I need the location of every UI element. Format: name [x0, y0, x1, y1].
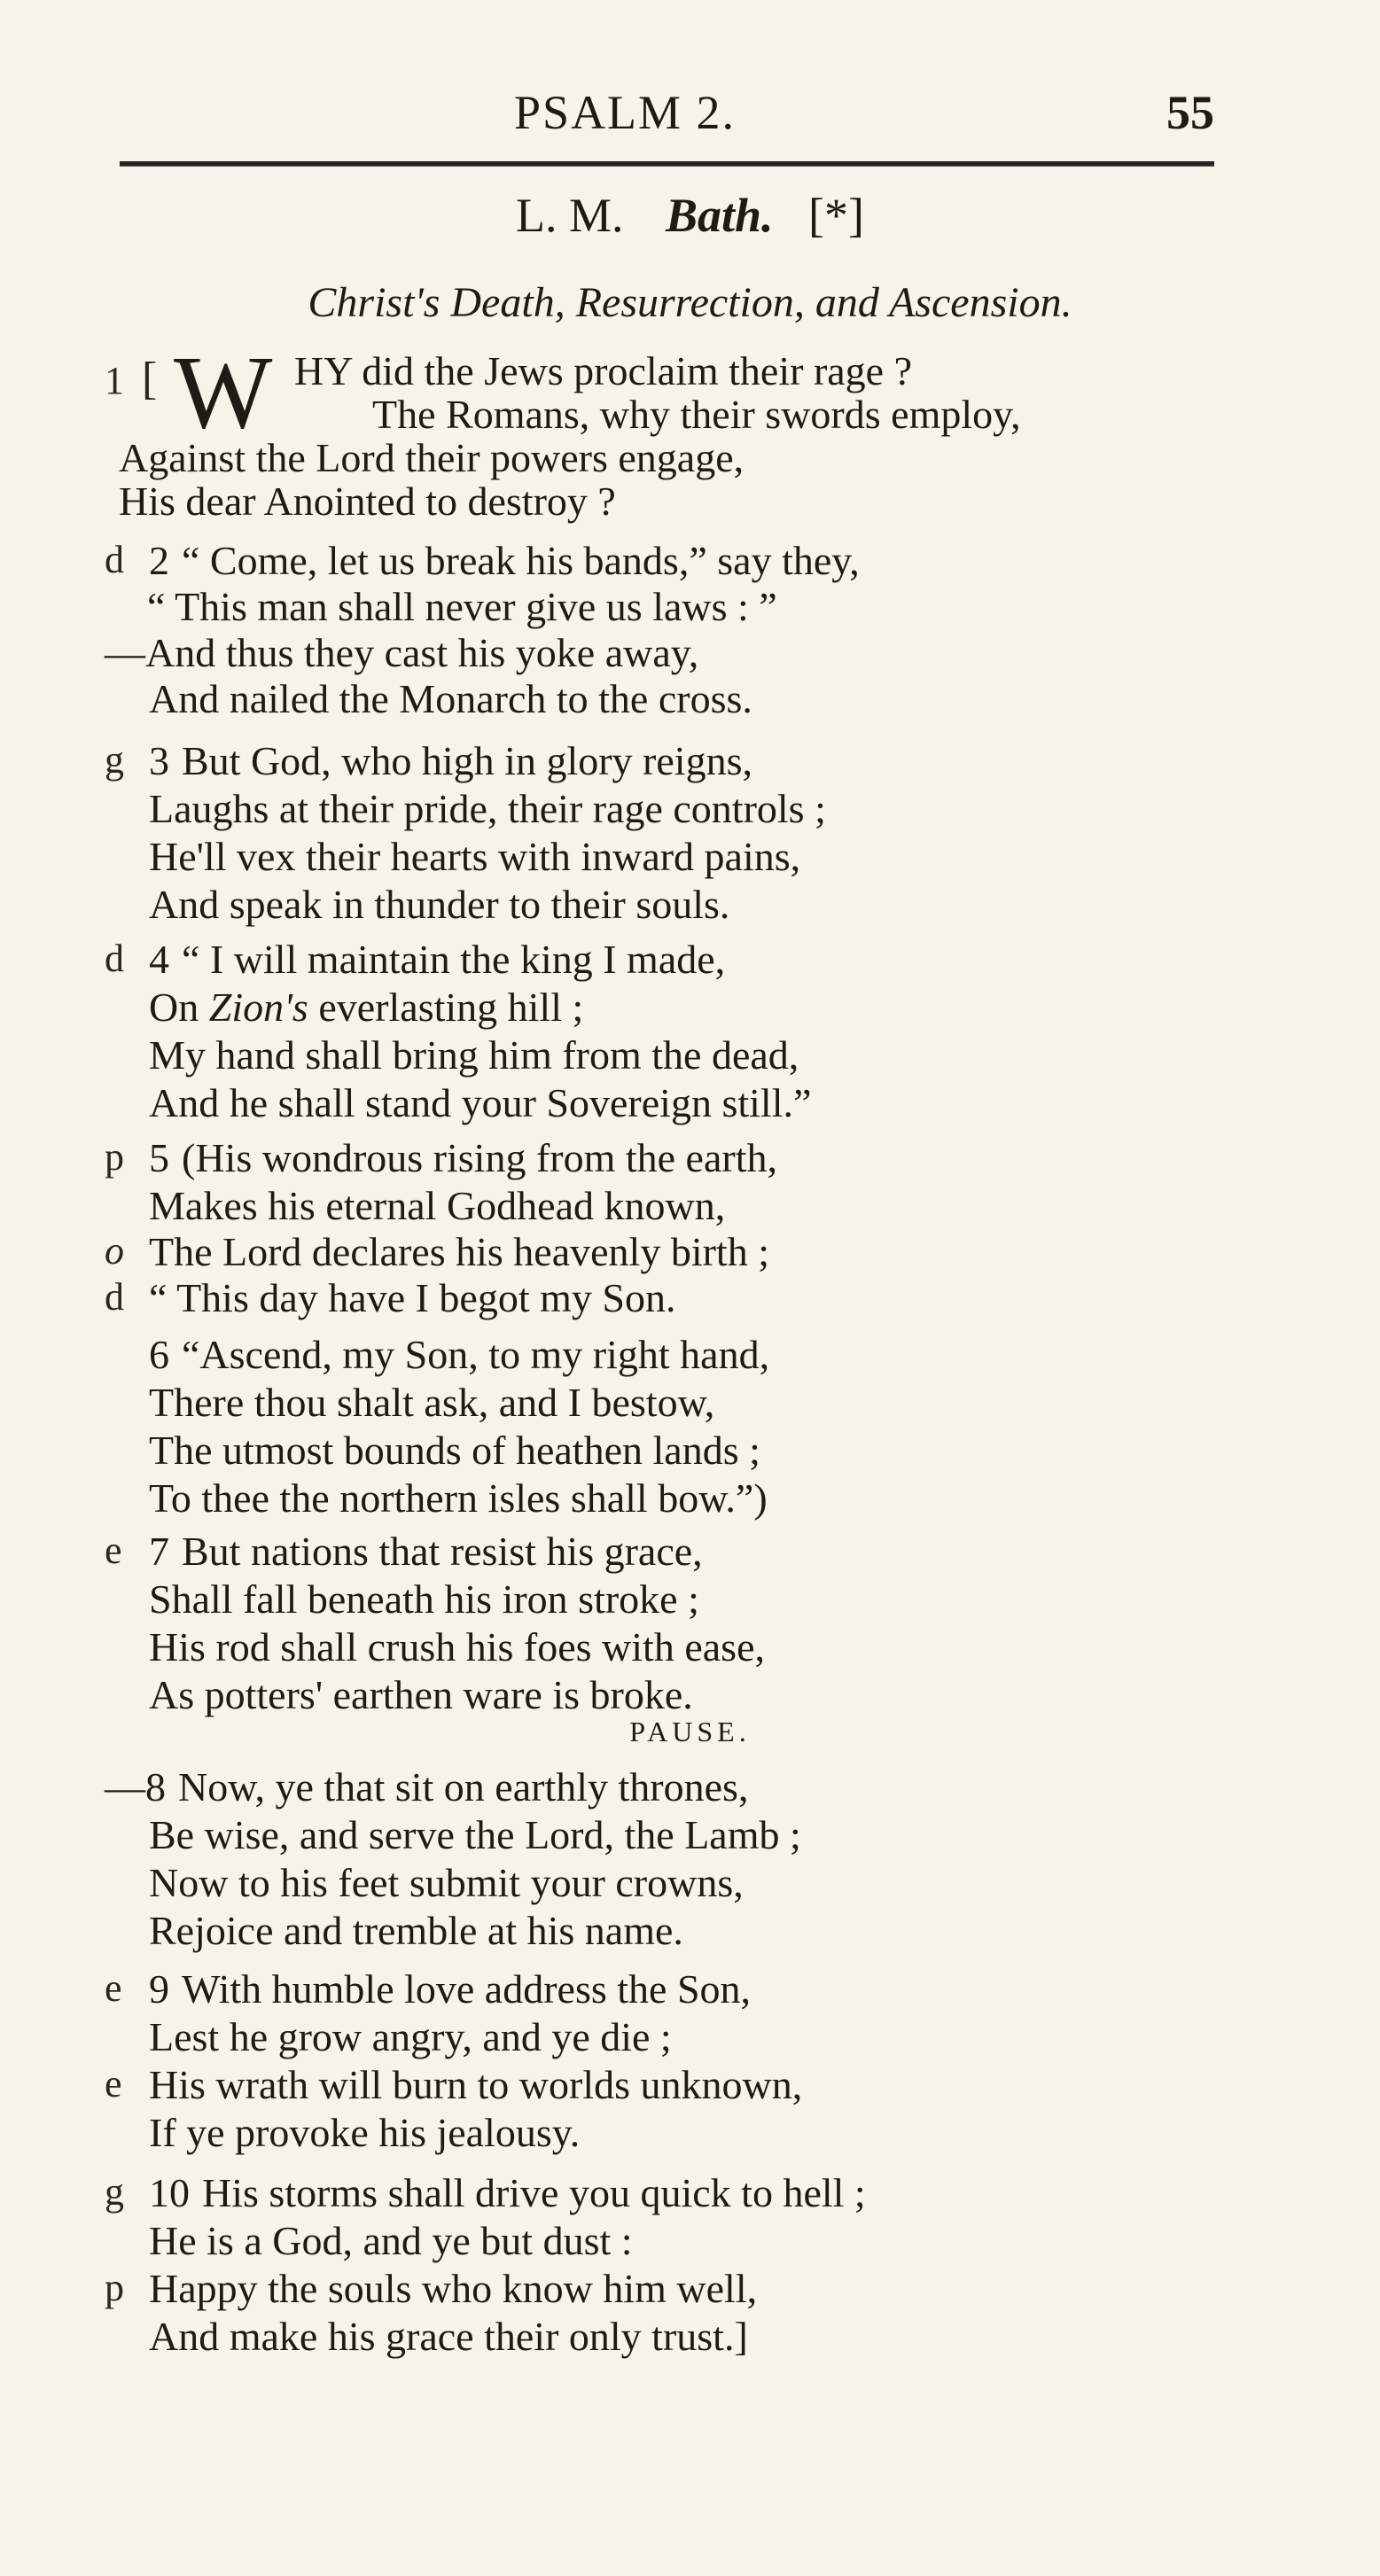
verse-line: Against the Lord their powers engage, [119, 435, 745, 480]
verse-line: Rejoice and tremble at his name. [149, 1908, 683, 1953]
dynamic-mark: o [105, 1229, 124, 1272]
verse-line: His dear Anointed to destroy ? [119, 479, 616, 524]
verse-line: Laughs at their pride, their rage controls ; [149, 786, 826, 831]
verse-line: Shall fall beneath his iron stroke ; [149, 1576, 699, 1622]
verse-line: His storms shall drive you quick to hell ; [202, 2170, 866, 2215]
dynamic-mark: g [105, 2170, 124, 2214]
verse-line: Be wise, and serve the Lord, the Lamb ; [149, 1812, 801, 1857]
verse-number: —8 [105, 1764, 166, 1809]
verse-line: HY did the Jews proclaim their rage ? [294, 348, 913, 393]
verse-line-part: On [149, 984, 209, 1030]
verse-number: 3 [149, 738, 169, 783]
running-title: PSALM 2. [514, 86, 737, 139]
verse-line: Lest he grow angry, and ye die ; [149, 2014, 672, 2059]
verse-line: “ This man shall never give us laws : ” [147, 584, 777, 629]
page-number: 55 [1166, 86, 1214, 139]
verse-line: Now to his feet submit your crowns, [149, 1860, 744, 1905]
verse-line: The Romans, why their swords employ, [372, 392, 1021, 437]
dynamic-mark: g [105, 738, 124, 782]
verse-line-italic: Zion's [208, 984, 308, 1030]
dynamic-mark: e [105, 2062, 122, 2105]
verse-line: “ Come, let us break his bands,” say they, [182, 538, 860, 583]
verse-line: And speak in thunder to their souls. [149, 882, 730, 927]
dynamic-mark: d [105, 1275, 124, 1319]
verse-line: If ye provoke his jealousy. [149, 2110, 581, 2155]
verse-line: His rod shall crush his foes with ease, [149, 1624, 765, 1669]
verse-line: To thee the northern isles shall bow.”) [149, 1475, 768, 1521]
verse-line: “ This day have I begot my Son. [149, 1275, 676, 1320]
bracket: [ [142, 354, 158, 404]
verse-line: My hand shall bring him from the dead, [149, 1032, 799, 1078]
verse-line [149, 984, 584, 1030]
verse-number: 4 [149, 937, 169, 982]
verse-line: Now, ye that sit on earthly thrones, [178, 1764, 749, 1809]
verse-number: 9 [149, 1966, 169, 2012]
pause-label: PAUSE. [629, 1716, 751, 1747]
verse-line: But nations that resist his grace, [182, 1529, 703, 1574]
verse-line: With humble love address the Son, [182, 1966, 752, 2012]
verse-line: But God, who high in glory reigns, [182, 738, 752, 783]
header-rule [120, 161, 1214, 167]
verse-line: And make his grace their only trust.] [149, 2314, 748, 2359]
verse-line: He'll vex their hearts with inward pains, [149, 834, 801, 879]
verse-line: The Lord declares his heavenly birth ; [149, 1229, 769, 1274]
tune-mark: [*] [808, 189, 865, 242]
page-header [115, 85, 1214, 147]
verse-line: There thou shalt ask, and I bestow, [149, 1380, 715, 1425]
tune-meter: L. M. [515, 189, 624, 242]
dynamic-mark: p [105, 2266, 124, 2309]
verse-number: 5 [149, 1135, 169, 1180]
tune-name: Bath. [665, 189, 774, 242]
verse-line: His wrath will burn to worlds unknown, [149, 2062, 803, 2107]
verse-line: (His wondrous rising from the earth, [182, 1135, 777, 1180]
dynamic-mark: e [105, 1966, 122, 2010]
dynamic-mark: p [105, 1135, 124, 1179]
verse-number: 2 [149, 538, 169, 583]
verse-number: 6 [149, 1332, 169, 1377]
dynamic-mark: e [105, 1529, 122, 1572]
tune-heading [0, 188, 1380, 243]
verse-line: “Ascend, my Son, to my right hand, [182, 1332, 770, 1377]
dynamic-mark: d [105, 538, 124, 581]
verse-line: And he shall stand your Sovereign still.” [149, 1080, 812, 1125]
verse-number: 7 [149, 1529, 169, 1574]
verse-line: Happy the souls who know him well, [149, 2266, 758, 2311]
verse-line-part: everlasting hill ; [308, 984, 584, 1030]
verse-line: He is a God, and ye but dust : [149, 2218, 633, 2263]
verse-line: And nailed the Monarch to the cross. [149, 676, 752, 721]
dynamic-mark: d [105, 937, 124, 980]
verse-number: 10 [149, 2170, 190, 2215]
hymn-subtitle: Christ's Death, Resurrection, and Ascension. [308, 279, 1072, 326]
drop-capital: W [174, 334, 273, 450]
verse-line: “ I will maintain the king I made, [182, 937, 726, 982]
verse-line: The utmost bounds of heathen lands ; [149, 1428, 760, 1473]
verse-line: As potters' earthen ware is broke. [149, 1672, 693, 1717]
verse-number: 1 [105, 359, 124, 402]
verse-line: Makes his eternal Godhead known, [149, 1183, 726, 1228]
verse-line: —And thus they cast his yoke away, [105, 630, 699, 675]
